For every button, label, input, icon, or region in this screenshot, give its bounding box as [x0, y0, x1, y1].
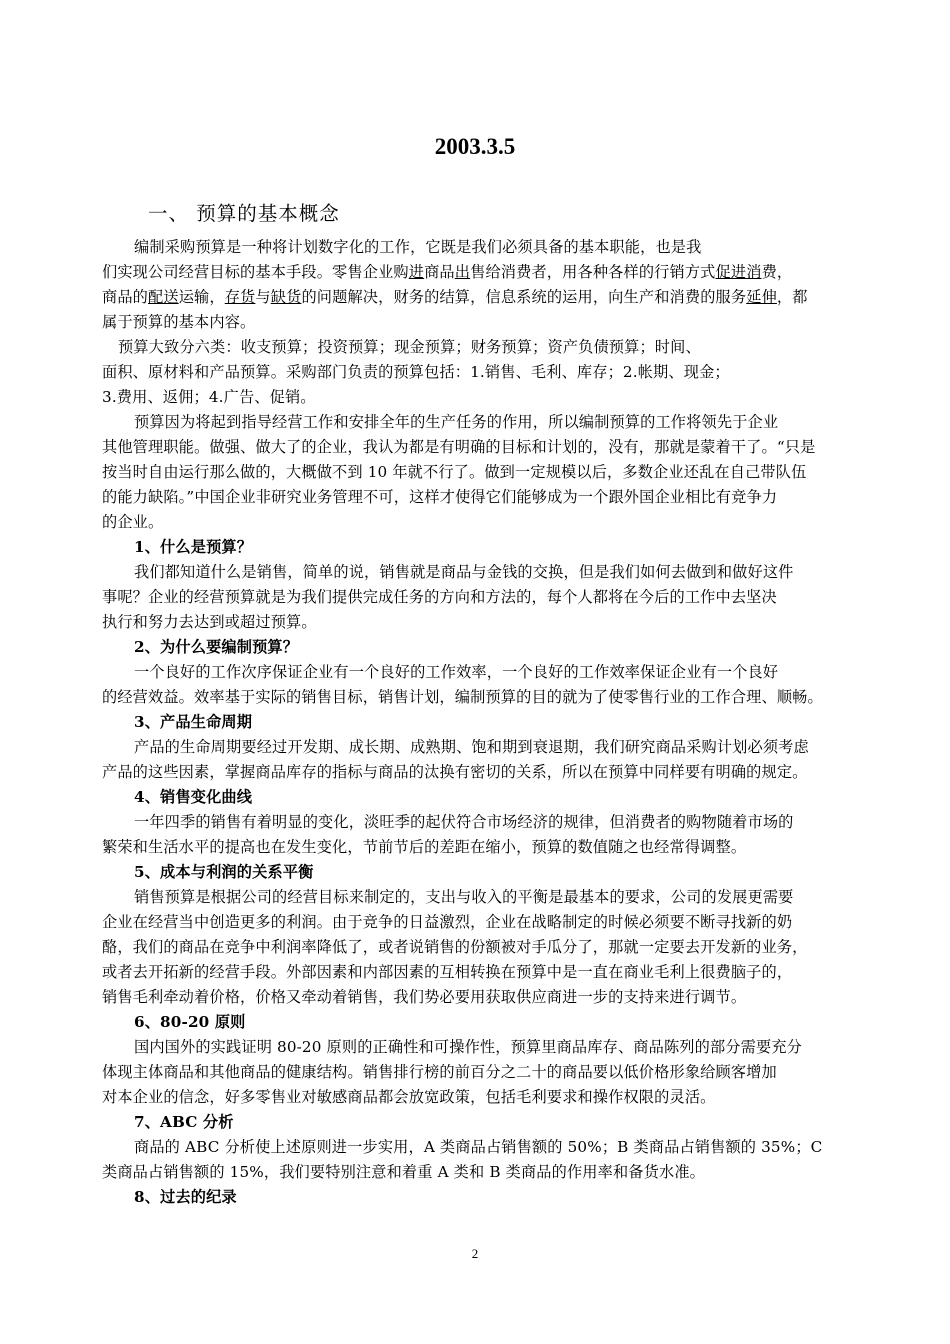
subsection-heading: 6、80-20 原则	[134, 1013, 246, 1031]
subsection-heading: 1、什么是预算？	[134, 538, 253, 556]
paragraph-line: 预算大致分六类：收支预算；投资预算；现金预算；财务预算；资产负债预算；时间、	[118, 338, 701, 356]
paragraph-line: 对本企业的信念，好多零售业对敏感商品都会放宽政策，包括毛利要求和操作权限的灵活。	[102, 1088, 716, 1106]
paragraph-line: 们实现公司经营目标的基本手段。零售企业购进商品出售给消费者，用各种各样的行销方式促进消费，	[102, 263, 793, 281]
paragraph-line: 面积、原材料和产品预算。采购部门负责的预算包括：1.销售、毛利、库存；2.帐期、现金；	[102, 363, 730, 381]
paragraph-line: 一个良好的工作次序保证企业有一个良好的工作效率，一个良好的工作效率保证企业有一个良好	[134, 663, 779, 681]
paragraph-line: 销售毛利牵动着价格，价格又牵动着销售，我们势必要用获取供应商进一步的支持来进行调节。	[102, 988, 747, 1006]
paragraph-line: 编制采购预算是一种将计划数字化的工作，它既是我们必须具备的基本职能，也是我	[134, 238, 702, 256]
paragraph-line: 的企业。	[102, 513, 164, 531]
paragraph-line: 销售预算是根据公司的经营目标来制定的，支出与收入的平衡是最基本的要求，公司的发展更需要	[134, 888, 794, 906]
paragraph-line: 繁荣和生活水平的提高也在发生变化，节前节后的差距在缩小，预算的数值随之也经常得调整。	[102, 838, 747, 856]
subsection-heading: 4、销售变化曲线	[134, 788, 253, 806]
paragraph-line: 酪，我们的商品在竞争中利润率降低了，或者说销售的份额被对手瓜分了，那就一定要去开发新的业务，	[102, 938, 808, 956]
paragraph-line: 其他管理职能。做强、做大了的企业，我认为都是有明确的目标和计划的，没有，那就是蒙着干了。“只是	[102, 438, 816, 456]
paragraph-line: 商品的配送运输，存货与缺货的问题解决，财务的结算，信息系统的运用，向生产和消费的服务延伸，都	[102, 288, 808, 306]
paragraph-line: 的能力缺陷。”中国企业非研究业务管理不可，这样才使得它们能够成为一个跟外国企业相比有竞争力	[102, 488, 778, 506]
paragraph-line: 事呢？企业的经营预算就是为我们提供完成任务的方向和方法的，每个人都将在今后的工作中去坚决	[102, 588, 777, 606]
paragraph-line: 预算因为将起到指导经营工作和安排全年的生产任务的作用，所以编制预算的工作将领先于企业	[134, 413, 779, 431]
subsection-heading: 3、产品生命周期	[134, 713, 253, 731]
page-number: 2	[471, 1246, 479, 1261]
paragraph-line: 产品的这些因素，掌握商品库存的指标与商品的汰换有密切的关系，所以在预算中同样要有明确的规定。	[102, 763, 808, 781]
paragraph-line: 执行和努力去达到或超过预算。	[102, 613, 317, 631]
paragraph-line: 3.费用、返佣；4.广告、促销。	[102, 388, 316, 406]
paragraph-line: 商品的 ABC 分析使上述原则进一步实用，A 类商品占销售额的 50%；B 类商品占销售额的 35%；C	[134, 1138, 823, 1156]
paragraph-line: 按当时自由运行那么做的，大概做不到 10 年就不行了。做到一定规模以后，多数企业还乱在自己带队伍	[102, 463, 807, 481]
paragraph-line: 或者去开拓新的经营手段。外部因素和内部因素的互相转换在预算中是一直在商业毛利上很费脑子的，	[102, 963, 793, 981]
subsection-heading: 2、为什么要编制预算？	[134, 638, 299, 656]
paragraph-line: 我们都知道什么是销售，简单的说，销售就是商品与金钱的交换，但是我们如何去做到和做好这件	[134, 563, 794, 581]
paragraph-line: 的经营效益。效率基于实际的销售目标，销售计划，编制预算的目的就为了使零售行业的工作合理、顺畅。	[102, 688, 823, 706]
section-heading: 一、 预算的基本概念	[148, 202, 340, 225]
paragraph-line: 产品的生命周期要经过开发期、成长期、成熟期、饱和期到衰退期，我们研究商品采购计划必须考虑	[134, 738, 809, 756]
document-title: 2003.3.5	[434, 134, 516, 159]
paragraph-line: 国内国外的实践证明 80-20 原则的正确性和可操作性，预算里商品库存、商品陈列的部分需要充分	[134, 1038, 802, 1056]
paragraph-line: 体现主体商品和其他商品的健康结构。销售排行榜的前百分之二十的商品要以低价格形象给顾客增加	[102, 1063, 777, 1081]
paragraph-line: 属于预算的基本内容。	[102, 313, 256, 331]
paragraph-line: 企业在经营当中创造更多的利润。由于竞争的日益激烈，企业在战略制定的时候必须要不断寻找新的奶	[102, 913, 793, 931]
subsection-heading: 7、ABC 分析	[134, 1113, 234, 1131]
paragraph-line: 类商品占销售额的 15%，我们要特别注意和着重 A 类和 B 类商品的作用率和备货水准。	[102, 1163, 705, 1181]
subsection-heading: 8、过去的纪录	[134, 1188, 237, 1206]
paragraph-line: 一年四季的销售有着明显的变化，淡旺季的起伏符合市场经济的规律，但消费者的购物随着市场的	[134, 813, 794, 831]
subsection-heading: 5、成本与利润的关系平衡	[134, 863, 314, 881]
